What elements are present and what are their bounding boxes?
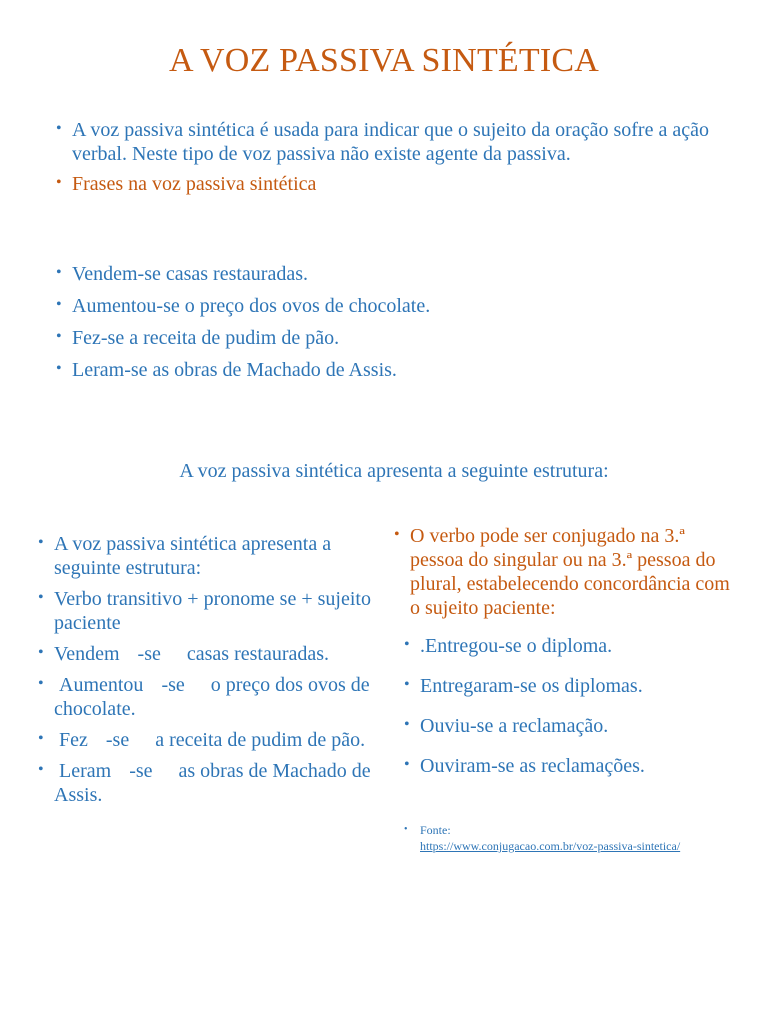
list-item	[394, 674, 734, 698]
bullet-icon: •	[404, 636, 410, 653]
list-item	[38, 642, 378, 666]
bullet-icon: •	[404, 756, 410, 773]
list-item	[38, 728, 378, 752]
breakdown-subject: as obras de Machado de Assis.	[54, 760, 371, 806]
list-item	[56, 172, 716, 196]
conjugation-rule: O verbo pode ser conjugado na 3.ª pessoa do singular ou na 3.ª pessoa do plural, estabelecendo concordância com o sujeito paciente:	[410, 525, 730, 619]
example-text: Aumentou-se o preço dos ovos de chocolate.	[72, 295, 431, 317]
breakdown-verb: Fez	[59, 729, 88, 751]
breakdown-verb: Vendem	[54, 643, 120, 665]
list-item	[38, 587, 378, 635]
source-link[interactable]: https://www.conjugacao.com.br/voz-passiva-sintetica/	[420, 839, 681, 853]
breakdown-pronoun: -se	[137, 643, 161, 665]
conjugation-example: Entregaram-se os diplomas.	[420, 675, 643, 697]
list-item	[38, 532, 378, 580]
list-item	[56, 358, 716, 382]
source-note	[404, 822, 760, 854]
breakdown-verb: Leram	[59, 760, 112, 782]
list-item	[394, 714, 734, 738]
list-item	[56, 326, 716, 350]
bullet-icon: •	[38, 534, 44, 551]
bullet-icon: •	[38, 589, 44, 606]
list-item	[38, 673, 378, 721]
phrases-heading: Frases na voz passiva sintética	[72, 173, 317, 195]
bullet-icon: •	[404, 676, 410, 693]
bullet-icon: •	[38, 675, 44, 692]
list-item	[38, 759, 378, 807]
breakdown-pronoun: -se	[129, 760, 153, 782]
bullet-icon: •	[394, 526, 400, 543]
conjugation-example: .Entregou-se o diploma.	[420, 635, 613, 657]
definition-text: A voz passiva sintética é usada para indicar que o sujeito da oração sofre a ação verbal. Neste tipo de voz passiva não existe agente da passiva.	[72, 119, 709, 165]
breakdown-verb: Aumentou	[59, 674, 144, 696]
breakdown-pronoun: -se	[161, 674, 185, 696]
list-item	[394, 524, 734, 620]
breakdown-pronoun: -se	[105, 729, 130, 751]
breakdown-subject: a receita de pudim de pão.	[155, 729, 366, 751]
structure-heading: A voz passiva sintética apresenta a seguinte estrutura:	[179, 460, 609, 482]
breakdown-subject: casas restauradas.	[186, 643, 330, 665]
example-text: Vendem-se casas restauradas.	[72, 263, 309, 285]
bullet-icon: •	[56, 264, 62, 281]
structure-list	[38, 532, 378, 814]
structure-formula: Verbo transitivo + pronome se + sujeito paciente	[54, 588, 371, 634]
bullet-icon: •	[56, 328, 62, 345]
breakdown-subject: o preço dos ovos de chocolate.	[54, 674, 370, 720]
structure-intro: A voz passiva sintética apresenta a seguinte estrutura:	[54, 533, 332, 579]
list-item	[394, 754, 734, 778]
page-title: A VOZ PASSIVA SINTÉTICA	[168, 42, 599, 79]
bullet-icon: •	[38, 730, 44, 747]
conjugation-example: Ouviu-se a reclamação.	[420, 715, 609, 737]
bullet-icon: •	[404, 716, 410, 733]
list-item	[56, 294, 716, 318]
source-label: Fonte:	[420, 823, 451, 837]
conjugation-example: Ouviram-se as reclamações.	[420, 755, 645, 777]
example-text: Leram-se as obras de Machado de Assis.	[72, 359, 397, 381]
example-text: Fez-se a receita de pudim de pão.	[72, 327, 340, 349]
list-item	[56, 118, 716, 166]
list-item	[394, 634, 734, 658]
bullet-icon: •	[404, 824, 408, 835]
bullet-icon: •	[56, 296, 62, 313]
bullet-icon: •	[38, 761, 44, 778]
conjugation-list	[394, 524, 734, 794]
examples-list	[56, 262, 716, 390]
bullet-icon: •	[56, 120, 62, 137]
bullet-icon: •	[38, 644, 44, 661]
bullet-icon: •	[56, 174, 62, 191]
bullet-icon: •	[56, 360, 62, 377]
intro-list	[56, 118, 716, 202]
list-item	[56, 262, 716, 286]
